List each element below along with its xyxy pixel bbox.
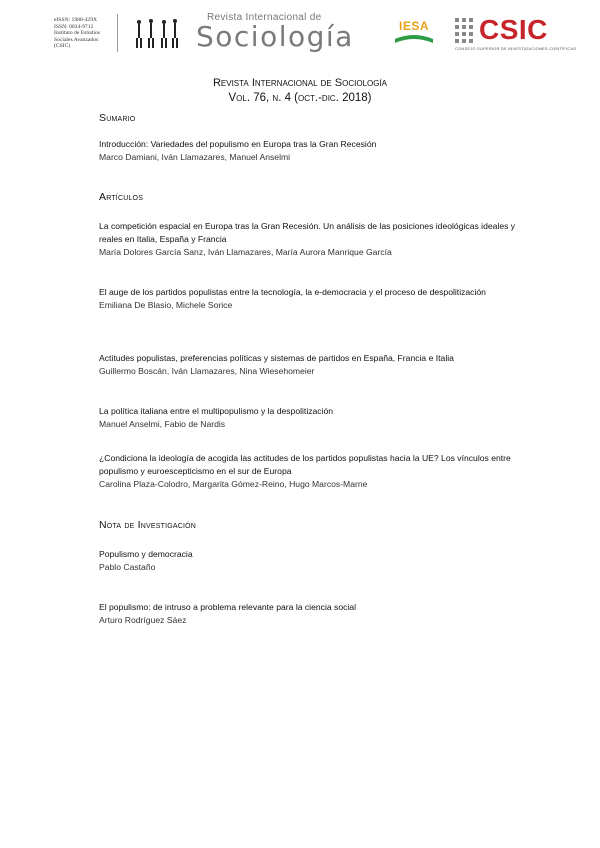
article-authors: Marco Damiani, Iván Llamazares, Manuel Anselmi [99,152,291,162]
article-title[interactable]: Actitudes populistas, preferencias políticas y sistemas de partidos en España, Francia e Italia [99,353,454,363]
article-authors: Manuel Anselmi, Fabio de Nardis [99,419,226,429]
dancing-figures-icon [133,18,181,50]
article-authors: María Dolores García Sanz, Iván Llamazares, María Aurora Manrique García [99,247,392,257]
article-title[interactable]: Populismo y democracia [99,549,193,559]
issn-line: eISSN: 1988-429X [54,17,98,23]
article-authors: Carolina Plaza-Colodro, Margarita Gómez-Reino, Hugo Marcos-Marne [99,479,368,489]
csic-subtitle: CONSEJO SUPERIOR DE INVESTIGACIONES CIENTÍFICAS [455,46,577,51]
list-item[interactable] [99,286,519,311]
journal-title: Revista Internacional de Sociología [212,77,388,89]
csic-emblem-icon [455,18,473,44]
list-item[interactable] [99,601,519,626]
article-authors: Emiliana De Blasio, Michele Sorice [99,300,233,310]
list-item[interactable] [99,352,519,377]
issn-line: Instituto de Estudios [54,30,100,37]
article-authors: Guillermo Boscán, Iván Llamazares, Nina Wiesehomeier [99,366,315,376]
list-item[interactable] [99,138,519,163]
article-title[interactable]: El auge de los partidos populistas entre la tecnología, la e-democracia y el proceso de despolitización [99,287,486,297]
header-divider [117,14,118,52]
list-item[interactable] [99,405,519,430]
csic-logo-text: CSIC [479,14,548,45]
iesa-logo-text: IESA [399,19,430,33]
issn-line: Sociales Avanzados [54,36,99,43]
article-title[interactable]: El populismo: de intruso a problema relevante para la ciencia social [99,602,356,612]
journal-logo-big: Sociología [196,20,354,53]
section-nota: Nota de Investigación [99,519,197,531]
article-authors: Arturo Rodríguez Sáez [99,615,187,625]
issn-line: (CSIC) [54,43,71,50]
article-authors: Pablo Castaño [99,562,156,572]
article-title[interactable]: La política italiana entre el multipopulismo y la despolitización [99,406,334,416]
list-item[interactable] [99,548,519,573]
section-sumario: Sumario [99,112,136,124]
article-title[interactable]: La competición espacial en Europa tras la Gran Recesión. Un análisis de las posiciones ideológicas ideales y reales en Italia, España y Francia [99,221,516,244]
list-item[interactable] [99,220,519,258]
article-title[interactable]: Introducción: Variedades del populismo en Europa tras la Gran Recesión [99,139,377,149]
section-articulos: Artículos [99,191,144,203]
article-title[interactable]: ¿Condiciona la ideología de acogida las actitudes de los partidos populistas hacia la UE? Los vínculos entre populismo y euroescepticismo en el sur de Europa [99,453,511,476]
issn-line: ISSN: 0034-9712 [54,23,94,30]
page-header [0,0,600,60]
journal-volume: Vol. 76, n. 4 (oct.-dic. 2018) [228,92,372,104]
issn-block [54,17,116,50]
journal-logo-small: Revista Internacional de [207,12,322,23]
list-item[interactable] [99,452,519,490]
